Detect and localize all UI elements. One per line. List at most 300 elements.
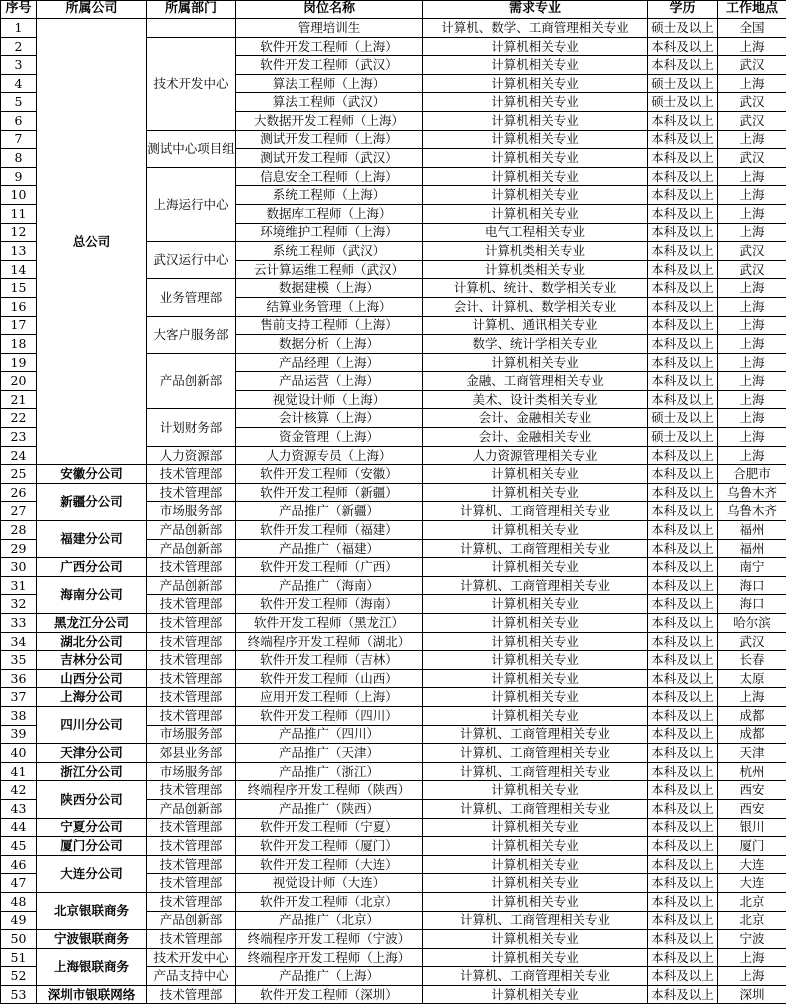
location-cell: 武汉 (718, 632, 786, 651)
row-number: 52 (1, 967, 37, 986)
table-row (1, 818, 786, 837)
education-cell: 本科及以上 (648, 837, 718, 856)
department-cell: 市场服务部 (147, 502, 236, 521)
location-cell: 海口 (718, 595, 786, 614)
education-cell: 硕士及以上 (648, 409, 718, 428)
location-cell: 全国 (718, 19, 786, 38)
company-cell: 新疆分公司 (37, 483, 147, 520)
company-cell: 上海银联商务 (37, 948, 147, 985)
major-cell: 计算机相关专业 (423, 688, 648, 707)
location-cell: 上海 (718, 204, 786, 223)
position-cell: 大数据开发工程师（上海） (236, 111, 423, 130)
position-cell: 软件开发工程师（武汉） (236, 56, 423, 75)
position-cell: 软件开发工程师（宁夏） (236, 818, 423, 837)
location-cell: 大连 (718, 874, 786, 893)
department-cell: 技术管理部 (147, 688, 236, 707)
education-cell: 本科及以上 (648, 985, 718, 1004)
location-cell: 上海 (718, 74, 786, 93)
location-cell: 武汉 (718, 93, 786, 112)
position-cell: 环境维护工程师（上海） (236, 223, 423, 242)
position-cell: 数据建模（上海） (236, 279, 423, 298)
position-cell: 软件开发工程师（深圳） (236, 985, 423, 1004)
position-cell: 应用开发工程师（上海） (236, 688, 423, 707)
department-cell: 技术管理部 (147, 465, 236, 484)
table-row (1, 762, 786, 781)
location-cell: 武汉 (718, 56, 786, 75)
row-number: 44 (1, 818, 37, 837)
education-cell: 本科及以上 (648, 37, 718, 56)
major-cell: 计算机相关专业 (423, 204, 648, 223)
education-cell: 本科及以上 (648, 446, 718, 465)
position-cell: 结算业务管理（上海） (236, 297, 423, 316)
position-cell: 产品推广（福建） (236, 539, 423, 558)
location-cell: 上海 (718, 37, 786, 56)
company-cell: 四川分公司 (37, 706, 147, 743)
education-cell: 本科及以上 (648, 930, 718, 949)
location-cell: 厦门 (718, 837, 786, 856)
position-cell: 产品推广（海南） (236, 576, 423, 595)
major-cell: 计算机、工商管理相关专业 (423, 725, 648, 744)
major-cell: 计算机、工商管理相关专业 (423, 799, 648, 818)
location-cell: 乌鲁木齐 (718, 483, 786, 502)
company-cell: 北京银联商务 (37, 892, 147, 929)
table-row (1, 892, 786, 911)
row-number: 3 (1, 56, 37, 75)
position-cell: 软件开发工程师（厦门） (236, 837, 423, 856)
department-cell: 产品创新部 (147, 539, 236, 558)
education-cell: 本科及以上 (648, 651, 718, 670)
major-cell: 计算机相关专业 (423, 521, 648, 540)
table-row (1, 465, 786, 484)
department-cell: 技术管理部 (147, 483, 236, 502)
position-cell: 产品推广（浙江） (236, 762, 423, 781)
header-company: 所属公司 (37, 1, 147, 19)
location-cell: 成都 (718, 706, 786, 725)
row-number: 7 (1, 130, 37, 149)
position-cell: 产品运营（上海） (236, 372, 423, 391)
department-cell: 技术管理部 (147, 985, 236, 1004)
table-row (1, 521, 786, 540)
row-number: 15 (1, 279, 37, 298)
table-row (1, 930, 786, 949)
department-cell: 技术开发中心 (147, 948, 236, 967)
department-cell: 技术开发中心 (147, 37, 236, 130)
education-cell: 本科及以上 (648, 149, 718, 168)
company-cell: 福建分公司 (37, 521, 147, 558)
major-cell: 计算机相关专业 (423, 818, 648, 837)
education-cell: 本科及以上 (648, 855, 718, 874)
department-cell: 技术管理部 (147, 595, 236, 614)
major-cell: 计算机相关专业 (423, 465, 648, 484)
row-number: 46 (1, 855, 37, 874)
major-cell: 计算机、工商管理相关专业 (423, 762, 648, 781)
education-cell: 硕士及以上 (648, 74, 718, 93)
location-cell: 上海 (718, 335, 786, 354)
major-cell: 计算机、工商管理相关专业 (423, 744, 648, 763)
location-cell: 西安 (718, 799, 786, 818)
major-cell: 计算机、工商管理相关专业 (423, 539, 648, 558)
company-cell: 深圳市银联网络 (37, 985, 147, 1004)
department-cell: 产品创新部 (147, 353, 236, 409)
position-cell: 测试开发工程师（武汉） (236, 149, 423, 168)
location-cell: 南宁 (718, 558, 786, 577)
row-number: 28 (1, 521, 37, 540)
major-cell: 计算机相关专业 (423, 930, 648, 949)
education-cell: 本科及以上 (648, 186, 718, 205)
location-cell: 乌鲁木齐 (718, 502, 786, 521)
department-cell: 产品创新部 (147, 521, 236, 540)
education-cell: 本科及以上 (648, 669, 718, 688)
major-cell: 会计、计算机、数学相关专业 (423, 297, 648, 316)
education-cell: 本科及以上 (648, 688, 718, 707)
education-cell: 本科及以上 (648, 223, 718, 242)
major-cell: 美术、设计类相关专业 (423, 390, 648, 409)
major-cell: 计算机相关专业 (423, 614, 648, 633)
row-number: 18 (1, 335, 37, 354)
education-cell: 本科及以上 (648, 539, 718, 558)
major-cell: 计算机相关专业 (423, 56, 648, 75)
position-cell: 管理培训生 (236, 19, 423, 38)
company-cell: 湖北分公司 (37, 632, 147, 651)
row-number: 25 (1, 465, 37, 484)
department-cell: 技术管理部 (147, 706, 236, 725)
education-cell: 本科及以上 (648, 279, 718, 298)
row-number: 40 (1, 744, 37, 763)
education-cell: 本科及以上 (648, 706, 718, 725)
row-number: 23 (1, 428, 37, 447)
department-cell: 大客户服务部 (147, 316, 236, 353)
major-cell: 计算机相关专业 (423, 37, 648, 56)
department-cell: 技术管理部 (147, 669, 236, 688)
education-cell: 本科及以上 (648, 967, 718, 986)
table-row (1, 558, 786, 577)
location-cell: 银川 (718, 818, 786, 837)
row-number: 49 (1, 911, 37, 930)
position-cell: 软件开发工程师（大连） (236, 855, 423, 874)
education-cell: 本科及以上 (648, 167, 718, 186)
location-cell: 上海 (718, 967, 786, 986)
department-cell: 技术管理部 (147, 632, 236, 651)
position-cell: 软件开发工程师（吉林） (236, 651, 423, 670)
major-cell: 计算机、通讯相关专业 (423, 316, 648, 335)
table-row (1, 706, 786, 725)
position-cell: 终端程序开发工程师（上海） (236, 948, 423, 967)
row-number: 16 (1, 297, 37, 316)
position-cell: 产品推广（上海） (236, 967, 423, 986)
major-cell: 计算机相关专业 (423, 706, 648, 725)
location-cell: 上海 (718, 353, 786, 372)
education-cell: 硕士及以上 (648, 93, 718, 112)
row-number: 21 (1, 390, 37, 409)
position-cell: 终端程序开发工程师（宁波） (236, 930, 423, 949)
location-cell: 天津 (718, 744, 786, 763)
company-cell: 山西分公司 (37, 669, 147, 688)
major-cell: 计算机相关专业 (423, 483, 648, 502)
major-cell: 计算机、工商管理相关专业 (423, 967, 648, 986)
education-cell: 本科及以上 (648, 818, 718, 837)
location-cell: 上海 (718, 316, 786, 335)
table-row (1, 632, 786, 651)
position-cell: 产品推广（陕西） (236, 799, 423, 818)
education-cell: 本科及以上 (648, 948, 718, 967)
header-position: 岗位名称 (236, 1, 423, 19)
major-cell: 计算机、统计、数学相关专业 (423, 279, 648, 298)
row-number: 32 (1, 595, 37, 614)
row-number: 17 (1, 316, 37, 335)
department-cell: 技术管理部 (147, 837, 236, 856)
major-cell: 计算机相关专业 (423, 669, 648, 688)
location-cell: 武汉 (718, 111, 786, 130)
major-cell: 计算机相关专业 (423, 149, 648, 168)
header-dept: 所属部门 (147, 1, 236, 19)
major-cell: 会计、金融相关专业 (423, 409, 648, 428)
table-row (1, 744, 786, 763)
table-body (1, 19, 786, 1004)
company-cell: 天津分公司 (37, 744, 147, 763)
row-number: 30 (1, 558, 37, 577)
company-cell: 厦门分公司 (37, 837, 147, 856)
row-number: 9 (1, 167, 37, 186)
row-number: 2 (1, 37, 37, 56)
education-cell: 本科及以上 (648, 874, 718, 893)
location-cell: 深圳 (718, 985, 786, 1004)
education-cell: 本科及以上 (648, 372, 718, 391)
location-cell: 上海 (718, 186, 786, 205)
education-cell: 本科及以上 (648, 762, 718, 781)
education-cell: 本科及以上 (648, 781, 718, 800)
major-cell: 计算机相关专业 (423, 186, 648, 205)
education-cell: 硕士及以上 (648, 428, 718, 447)
major-cell: 计算机、数学、工商管理相关专业 (423, 19, 648, 38)
department-cell: 市场服务部 (147, 762, 236, 781)
company-cell: 宁夏分公司 (37, 818, 147, 837)
department-cell: 技术管理部 (147, 614, 236, 633)
row-number: 13 (1, 242, 37, 261)
major-cell: 计算机相关专业 (423, 892, 648, 911)
major-cell: 计算机相关专业 (423, 651, 648, 670)
row-number: 26 (1, 483, 37, 502)
department-cell: 技术管理部 (147, 558, 236, 577)
position-cell: 产品推广（新疆） (236, 502, 423, 521)
location-cell: 哈尔滨 (718, 614, 786, 633)
table-row (1, 669, 786, 688)
major-cell: 计算机类相关专业 (423, 242, 648, 261)
major-cell: 计算机相关专业 (423, 558, 648, 577)
education-cell: 本科及以上 (648, 744, 718, 763)
position-cell: 软件开发工程师（广西） (236, 558, 423, 577)
department-cell: 产品创新部 (147, 799, 236, 818)
education-cell: 本科及以上 (648, 892, 718, 911)
header-major: 需求专业 (423, 1, 648, 19)
education-cell: 本科及以上 (648, 725, 718, 744)
company-cell: 宁波银联商务 (37, 930, 147, 949)
education-cell: 本科及以上 (648, 614, 718, 633)
row-number: 53 (1, 985, 37, 1004)
location-cell: 武汉 (718, 260, 786, 279)
position-cell: 终端程序开发工程师（湖北） (236, 632, 423, 651)
position-cell: 软件开发工程师（新疆） (236, 483, 423, 502)
major-cell: 金融、工商管理相关专业 (423, 372, 648, 391)
major-cell: 计算机相关专业 (423, 985, 648, 1004)
location-cell: 北京 (718, 911, 786, 930)
position-cell: 人力资源专员（上海） (236, 446, 423, 465)
major-cell: 计算机相关专业 (423, 353, 648, 372)
major-cell: 计算机、工商管理相关专业 (423, 576, 648, 595)
location-cell: 上海 (718, 279, 786, 298)
location-cell: 上海 (718, 446, 786, 465)
major-cell: 计算机相关专业 (423, 781, 648, 800)
department-cell: 上海运行中心 (147, 167, 236, 241)
location-cell: 成都 (718, 725, 786, 744)
location-cell: 太原 (718, 669, 786, 688)
location-cell: 大连 (718, 855, 786, 874)
table-row (1, 576, 786, 595)
table-row (1, 948, 786, 967)
position-cell: 数据库工程师（上海） (236, 204, 423, 223)
position-cell: 产品经理（上海） (236, 353, 423, 372)
department-cell: 市场服务部 (147, 725, 236, 744)
row-number: 22 (1, 409, 37, 428)
department-cell (147, 19, 236, 38)
major-cell: 计算机相关专业 (423, 632, 648, 651)
row-number: 45 (1, 837, 37, 856)
major-cell: 计算机相关专业 (423, 874, 648, 893)
row-number: 42 (1, 781, 37, 800)
position-cell: 会计核算（上海） (236, 409, 423, 428)
row-number: 19 (1, 353, 37, 372)
position-cell: 终端程序开发工程师（陕西） (236, 781, 423, 800)
row-number: 4 (1, 74, 37, 93)
position-cell: 云计算运维工程师（武汉） (236, 260, 423, 279)
education-cell: 本科及以上 (648, 260, 718, 279)
row-number: 41 (1, 762, 37, 781)
company-cell: 吉林分公司 (37, 651, 147, 670)
education-cell: 本科及以上 (648, 799, 718, 818)
company-cell: 上海分公司 (37, 688, 147, 707)
education-cell: 本科及以上 (648, 111, 718, 130)
location-cell: 上海 (718, 372, 786, 391)
table-row (1, 688, 786, 707)
row-number: 51 (1, 948, 37, 967)
company-cell: 总公司 (37, 19, 147, 465)
education-cell: 本科及以上 (648, 130, 718, 149)
row-number: 38 (1, 706, 37, 725)
table-row (1, 483, 786, 502)
location-cell: 宁波 (718, 930, 786, 949)
position-cell: 软件开发工程师（安徽） (236, 465, 423, 484)
header-location: 工作地点 (718, 1, 786, 19)
location-cell: 上海 (718, 688, 786, 707)
major-cell: 计算机相关专业 (423, 93, 648, 112)
position-cell: 软件开发工程师（上海） (236, 37, 423, 56)
table-row (1, 19, 786, 38)
row-number: 14 (1, 260, 37, 279)
location-cell: 上海 (718, 948, 786, 967)
header-row (1, 1, 786, 19)
location-cell: 武汉 (718, 149, 786, 168)
position-cell: 系统工程师（上海） (236, 186, 423, 205)
education-cell: 本科及以上 (648, 335, 718, 354)
row-number: 5 (1, 93, 37, 112)
education-cell: 本科及以上 (648, 595, 718, 614)
company-cell: 安徽分公司 (37, 465, 147, 484)
location-cell: 上海 (718, 223, 786, 242)
company-cell: 黑龙江分公司 (37, 614, 147, 633)
major-cell: 计算机相关专业 (423, 855, 648, 874)
row-number: 48 (1, 892, 37, 911)
education-cell: 本科及以上 (648, 297, 718, 316)
location-cell: 上海 (718, 130, 786, 149)
position-cell: 产品推广（天津） (236, 744, 423, 763)
location-cell: 福州 (718, 521, 786, 540)
row-number: 24 (1, 446, 37, 465)
education-cell: 本科及以上 (648, 911, 718, 930)
education-cell: 本科及以上 (648, 353, 718, 372)
education-cell: 本科及以上 (648, 558, 718, 577)
header-education: 学历 (648, 1, 718, 19)
department-cell: 技术管理部 (147, 892, 236, 911)
education-cell: 本科及以上 (648, 502, 718, 521)
education-cell: 本科及以上 (648, 632, 718, 651)
education-cell: 本科及以上 (648, 204, 718, 223)
table-row (1, 614, 786, 633)
education-cell: 本科及以上 (648, 316, 718, 335)
position-cell: 软件开发工程师（北京） (236, 892, 423, 911)
location-cell: 合肥市 (718, 465, 786, 484)
position-cell: 算法工程师（上海） (236, 74, 423, 93)
position-cell: 算法工程师（武汉） (236, 93, 423, 112)
department-cell: 技术管理部 (147, 930, 236, 949)
location-cell: 上海 (718, 409, 786, 428)
position-cell: 产品推广（北京） (236, 911, 423, 930)
department-cell: 技术管理部 (147, 818, 236, 837)
location-cell: 上海 (718, 167, 786, 186)
row-number: 27 (1, 502, 37, 521)
table-row (1, 837, 786, 856)
department-cell: 技术管理部 (147, 855, 236, 874)
company-cell: 浙江分公司 (37, 762, 147, 781)
position-cell: 数据分析（上海） (236, 335, 423, 354)
department-cell: 产品创新部 (147, 911, 236, 930)
major-cell: 电气工程相关专业 (423, 223, 648, 242)
education-cell: 本科及以上 (648, 521, 718, 540)
row-number: 11 (1, 204, 37, 223)
education-cell: 本科及以上 (648, 242, 718, 261)
location-cell: 杭州 (718, 762, 786, 781)
location-cell: 长春 (718, 651, 786, 670)
department-cell: 人力资源部 (147, 446, 236, 465)
department-cell: 产品创新部 (147, 576, 236, 595)
location-cell: 北京 (718, 892, 786, 911)
row-number: 36 (1, 669, 37, 688)
position-cell: 软件开发工程师（福建） (236, 521, 423, 540)
major-cell: 计算机相关专业 (423, 167, 648, 186)
department-cell: 测试中心项目组 (147, 130, 236, 167)
education-cell: 硕士及以上 (648, 19, 718, 38)
table-row (1, 985, 786, 1004)
education-cell: 本科及以上 (648, 56, 718, 75)
row-number: 1 (1, 19, 37, 38)
position-cell: 视觉设计师（大连） (236, 874, 423, 893)
row-number: 34 (1, 632, 37, 651)
position-cell: 软件开发工程师（山西） (236, 669, 423, 688)
position-cell: 系统工程师（武汉） (236, 242, 423, 261)
row-number: 43 (1, 799, 37, 818)
table-row (1, 781, 786, 800)
position-cell: 测试开发工程师（上海） (236, 130, 423, 149)
table-row (1, 651, 786, 670)
major-cell: 计算机相关专业 (423, 595, 648, 614)
